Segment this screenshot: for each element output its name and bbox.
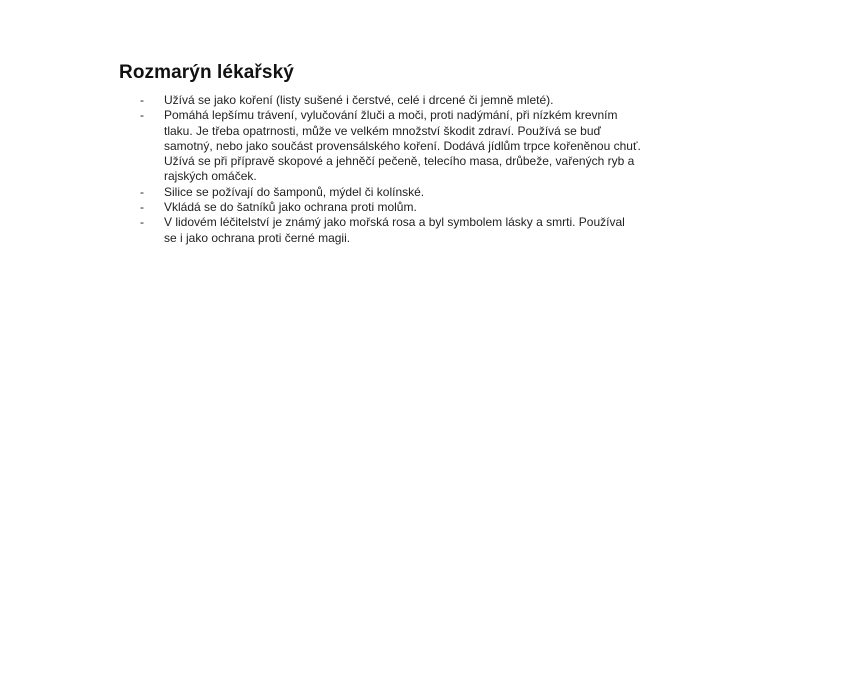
list-item-text: Užívá se jako koření (listy sušené i čerstvé, celé i drcené či jemně mleté). xyxy=(164,93,554,107)
bullet-dash: - xyxy=(140,215,144,230)
list-item-text: Vkládá se do šatníků jako ochrana proti molům. xyxy=(164,200,417,215)
bullet-dash: - xyxy=(140,184,144,199)
bullet-dash: - xyxy=(140,93,144,107)
list-item-text: Pomáhá lepšímu trávení, vylučování žluči a moči, proti nadýmání, při nízkém krevním xyxy=(164,108,618,123)
bullet-dash: - xyxy=(140,108,144,123)
list-item-text: samotný, nebo jako součást provensálského koření. Dodává jídlům trpce kořeněnou chuť. xyxy=(164,138,641,153)
list-item-text: tlaku. Je třeba opatrnosti, může ve velkém množství škodit zdraví. Používá se buď xyxy=(164,123,601,138)
bullet-dash: - xyxy=(140,200,144,215)
list-item xyxy=(140,185,700,200)
list-item-text: rajských omáček. xyxy=(164,169,257,184)
list-item xyxy=(140,215,700,246)
list-item xyxy=(140,93,700,108)
list-item-text: se i jako ochrana proti černé magii. xyxy=(164,230,351,245)
list-item xyxy=(140,200,700,215)
list-item xyxy=(140,108,700,184)
bullet-list xyxy=(140,93,700,246)
list-item-text: Silice se požívají do šamponů, mýdel či kolínské. xyxy=(164,184,425,199)
page-title: Rozmarýn lékařský xyxy=(119,62,294,83)
list-item-text: Užívá se při přípravě skopové a jehněčí pečeně, telecího masa, drůbeže, vařených ryb a xyxy=(164,154,635,169)
list-item-text: V lidovém léčitelství je známý jako mořská rosa a byl symbolem lásky a smrti. Používal xyxy=(164,215,625,230)
